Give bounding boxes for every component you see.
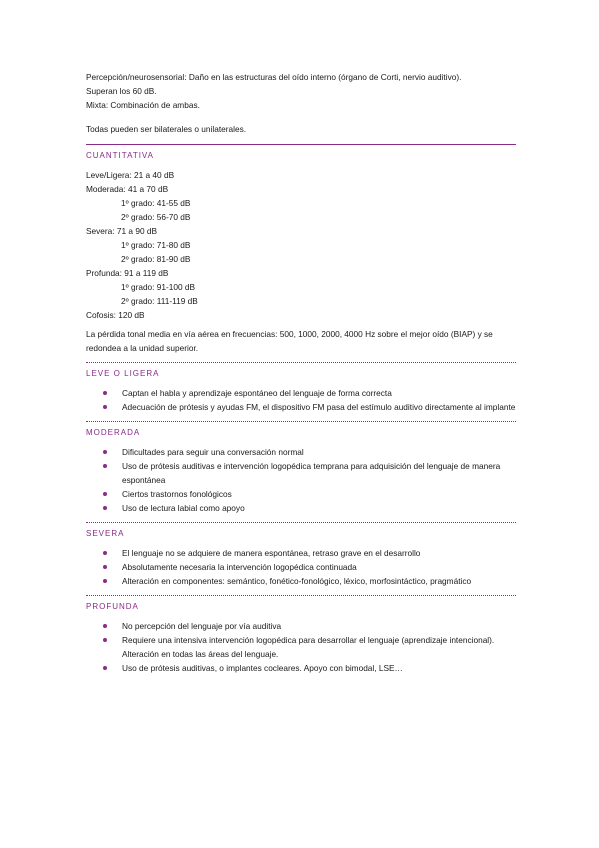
spacer xyxy=(86,112,516,122)
cuantitativa-note: La pérdida tonal media en vía aérea en frecuencias: 500, 1000, 2000, 4000 Hz sobre el mejor oído (BIAP) y se redondea a la unidad superior. xyxy=(86,329,493,353)
bullet-icon xyxy=(103,638,107,642)
intro-line-mixta: Mixta: Combinación de ambas. xyxy=(86,100,200,110)
section-divider xyxy=(86,421,516,422)
list-item xyxy=(86,445,516,459)
list-item-text: Uso de prótesis auditivas e intervención logopédica temprana para adquisición del lenguaje de manera espontánea xyxy=(122,461,501,485)
list-item-text: Requiere una intensiva intervención logopédica para desarrollar el lenguaje (aprendizaje intencional). Alteración en todas las áreas del lenguaje. xyxy=(122,635,495,659)
level-line: Profunda: 91 a 119 dB xyxy=(86,268,169,278)
list-item xyxy=(86,633,516,661)
intro-line-bilateral: Todas pueden ser bilaterales o unilaterales. xyxy=(86,124,247,134)
bullet-icon xyxy=(103,624,107,628)
section-divider xyxy=(86,522,516,523)
list-item xyxy=(86,501,516,515)
level-line: Cofosis: 120 dB xyxy=(86,310,145,320)
bullet-icon xyxy=(103,450,107,454)
level-line: Severa: 71 a 90 dB xyxy=(86,226,158,236)
list-item xyxy=(86,400,516,414)
bullet-icon xyxy=(103,492,107,496)
list-item xyxy=(86,619,516,633)
section-heading: LEVE O LIGERA xyxy=(86,369,160,378)
list-item xyxy=(86,459,516,487)
sections-container xyxy=(86,362,516,675)
grade-line: 1º grado: 91-100 dB xyxy=(121,282,196,292)
list-item-text: No percepción del lenguaje por vía auditiva xyxy=(122,621,282,631)
grade-line: 1º grado: 71-80 dB xyxy=(121,240,191,250)
list-item xyxy=(86,661,516,675)
cuantitativa-list xyxy=(86,168,516,322)
list-item-text: Ciertos trastornos fonológicos xyxy=(122,489,232,499)
bullet-icon xyxy=(103,506,107,510)
list-item-text: Dificultades para seguir una conversación normal xyxy=(122,447,304,457)
level-line: Leve/Ligera: 21 a 40 dB xyxy=(86,170,175,180)
bullet-icon xyxy=(103,464,107,468)
grade-line: 2º grado: 81-90 dB xyxy=(121,254,191,264)
intro-line-threshold: Superan los 60 dB. xyxy=(86,86,157,96)
list-item xyxy=(86,546,516,560)
bullet-list xyxy=(86,386,516,414)
section-divider xyxy=(86,362,516,363)
list-item-text: Captan el habla y aprendizaje espontáneo del lenguaje de forma correcta xyxy=(122,388,392,398)
bullet-icon xyxy=(103,405,107,409)
bullet-icon xyxy=(103,666,107,670)
list-item xyxy=(86,487,516,501)
bullet-list xyxy=(86,445,516,515)
section-divider xyxy=(86,144,516,145)
section-divider xyxy=(86,595,516,596)
bullet-list xyxy=(86,546,516,588)
level-line: Moderada: 41 a 70 dB xyxy=(86,184,169,194)
list-item-text: Alteración en componentes: semántico, fonético-fonológico, léxico, morfosintáctico, pragmático xyxy=(122,576,472,586)
document-page xyxy=(86,70,516,675)
list-item xyxy=(86,386,516,400)
list-item-text: Absolutamente necesaria la intervención logopédica continuada xyxy=(122,562,357,572)
list-item xyxy=(86,574,516,588)
list-item-text: Adecuación de prótesis y ayudas FM, el dispositivo FM pasa del estímulo auditivo directamente al implante xyxy=(122,402,516,412)
section-heading: MODERADA xyxy=(86,428,141,437)
section-heading: PROFUNDA xyxy=(86,602,139,611)
intro-line-neurosensorial: Percepción/neurosensorial: Daño en las estructuras del oído interno (órgano de Corti, nervio auditivo). xyxy=(86,72,462,82)
bullet-icon xyxy=(103,565,107,569)
list-item-text: Uso de lectura labial como apoyo xyxy=(122,503,245,513)
grade-line: 1º grado: 41-55 dB xyxy=(121,198,191,208)
grade-line: 2º grado: 111-119 dB xyxy=(121,296,198,306)
grade-line: 2º grado: 56-70 dB xyxy=(121,212,191,222)
bullet-icon xyxy=(103,391,107,395)
section-heading: SEVERA xyxy=(86,529,125,538)
list-item-text: Uso de prótesis auditivas, o implantes cocleares. Apoyo con bimodal, LSE… xyxy=(122,663,403,673)
list-item-text: El lenguaje no se adquiere de manera espontánea, retraso grave en el desarrollo xyxy=(122,548,421,558)
list-item xyxy=(86,560,516,574)
bullet-list xyxy=(86,619,516,675)
bullet-icon xyxy=(103,579,107,583)
heading-cuantitativa: CUANTITATIVA xyxy=(86,151,154,160)
bullet-icon xyxy=(103,551,107,555)
